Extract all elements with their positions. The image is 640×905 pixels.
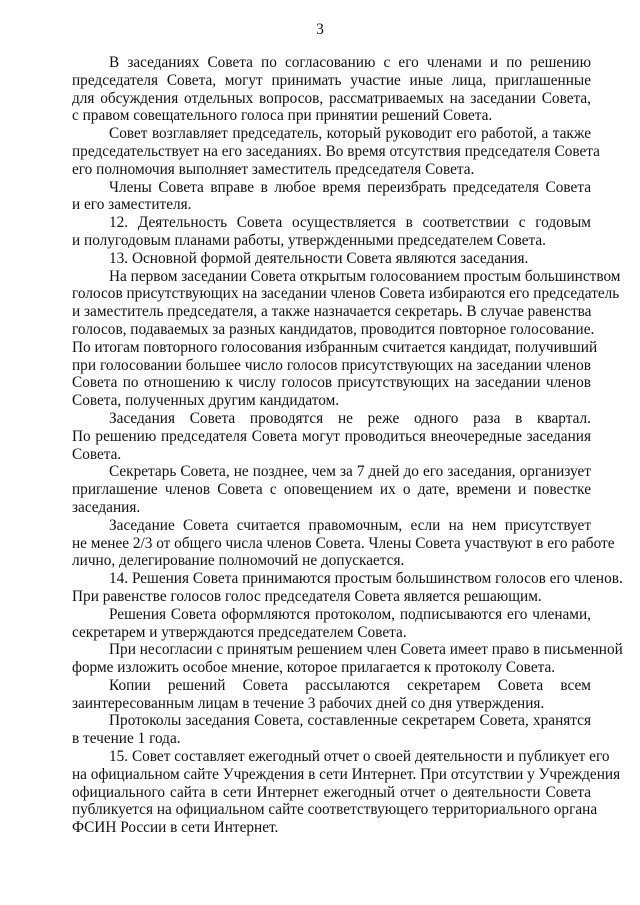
- paragraph: [72, 712, 591, 748]
- paragraph: [72, 606, 591, 642]
- text-line: Совет возглавляет председатель, который руководит его работой, а также: [109, 125, 591, 143]
- text-line: в течение 1 года.: [72, 730, 181, 748]
- text-line: По решению председателя Совета могут проводиться внеочередные заседания: [72, 427, 591, 445]
- text-line: и его заместителя.: [72, 196, 192, 214]
- text-line: Совета.: [72, 445, 122, 463]
- paragraph: [72, 179, 591, 215]
- paragraph: [72, 125, 600, 178]
- text-line: По итогам повторного голосования избранным считается кандидат, получивший: [72, 338, 598, 356]
- text-line: Копии решений Совета рассылаются секретарем Совета всем: [109, 676, 591, 694]
- text-line: председательствует на его заседаниях. Во время отсутствия председателя Совета: [72, 142, 600, 160]
- text-line: Заседание Совета считается правомочным, если на нем присутствует: [109, 516, 591, 534]
- paragraph: [72, 748, 621, 837]
- paragraph: [72, 516, 615, 570]
- text-line: с правом совещательного голоса при принятии решений Совета.: [72, 107, 493, 125]
- paragraph: [72, 463, 591, 516]
- text-line: 14. Решения Совета принимаются простым большинством голосов его членов.: [109, 570, 623, 588]
- text-line: заинтересованным лицам в течение 3 рабочих дней со дня утверждения.: [72, 694, 545, 712]
- text-line: На первом заседании Совета открытым голосованием простым большинством: [109, 267, 621, 285]
- text-line: Решения Совета оформляются протоколом, подписываются его членами,: [109, 605, 591, 623]
- text-line: Совета, полученных другим кандидатом.: [72, 392, 340, 410]
- text-line: Протоколы заседания Совета, составленные секретарем Совета, хранятся: [109, 712, 591, 730]
- text-line: и полугодовым планами работы, утвержденными председателем Совета.: [72, 231, 547, 249]
- text-line: на официальном сайте Учреждения в сети Интернет. При отсутствии у Учреждения: [72, 765, 621, 783]
- text-line: официального сайта в сети Интернет ежегодный отчет о деятельности Совета: [72, 783, 591, 801]
- text-line: при голосовании большее число голосов присутствующих на заседании членов: [72, 356, 591, 374]
- text-line: приглашение членов Совета с оповещением их о дате, времени и повестке: [72, 481, 591, 499]
- paragraph: [72, 570, 623, 606]
- text-line: голосов присутствующих на заседании членов Совета избираются его председатель: [72, 285, 620, 303]
- text-line: публикуется на официальном сайте соответствующего территориального органа: [72, 801, 598, 819]
- paragraph: [72, 677, 591, 713]
- text-line: 13. Основной формой деятельности Совета являются заседания.: [109, 249, 529, 267]
- text-line: Заседания Совета проводятся не реже одного раза в квартал.: [109, 409, 591, 427]
- text-line: Совета по отношению к числу голосов присутствующих на заседании членов: [72, 374, 591, 392]
- paragraph: [72, 267, 621, 410]
- text-line: его полномочия выполняет заместитель председателя Совета.: [72, 160, 475, 178]
- text-line: секретарем и утверждаются председателем Совета.: [72, 623, 407, 641]
- text-line: При равенстве голосов голос председателя Совета является решающим.: [72, 587, 542, 605]
- text-line: лично, делегирование полномочий не допускается.: [72, 552, 405, 570]
- text-line: Секретарь Совета, не позднее, чем за 7 дней до его заседания, организует: [109, 463, 591, 481]
- text-line: не менее 2/3 от общего числа членов Совета. Члены Совета участвуют в его работе: [72, 534, 615, 552]
- document-body: [72, 54, 623, 837]
- text-line: председателя Совета, могут принимать участие иные лица, приглашенные: [72, 71, 591, 89]
- text-line: В заседаниях Совета по согласованию с его членами и по решению: [109, 54, 591, 71]
- page-number: 3: [316, 21, 324, 38]
- text-line: и заместитель председателя, а также назначается секретарь. В случае равенства: [72, 303, 592, 321]
- text-line: 12. Деятельность Совета осуществляется в соответствии с годовым: [109, 214, 591, 232]
- paragraph: [72, 410, 591, 463]
- text-line: 15. Совет составляет ежегодный отчет о своей деятельности и публикует его: [109, 748, 610, 766]
- text-line: форме изложить особое мнение, которое прилагается к протоколу Совета.: [72, 659, 556, 677]
- paragraph: [72, 641, 623, 677]
- paragraph: [72, 250, 591, 268]
- paragraph: [72, 214, 591, 250]
- text-line: Члены Совета вправе в любое время переизбрать председателя Совета: [109, 178, 591, 196]
- text-line: голосов, подаваемых за разных кандидатов, проводится повторное голосование.: [72, 320, 595, 338]
- paragraph: [72, 54, 591, 125]
- text-line: заседания.: [72, 498, 141, 516]
- text-line: для обсуждения отдельных вопросов, рассматриваемых на заседании Совета,: [72, 89, 591, 107]
- text-line: ФСИН России в сети Интернет.: [72, 819, 279, 837]
- text-line: При несогласии с принятым решением член Совета имеет право в письменной: [109, 641, 623, 659]
